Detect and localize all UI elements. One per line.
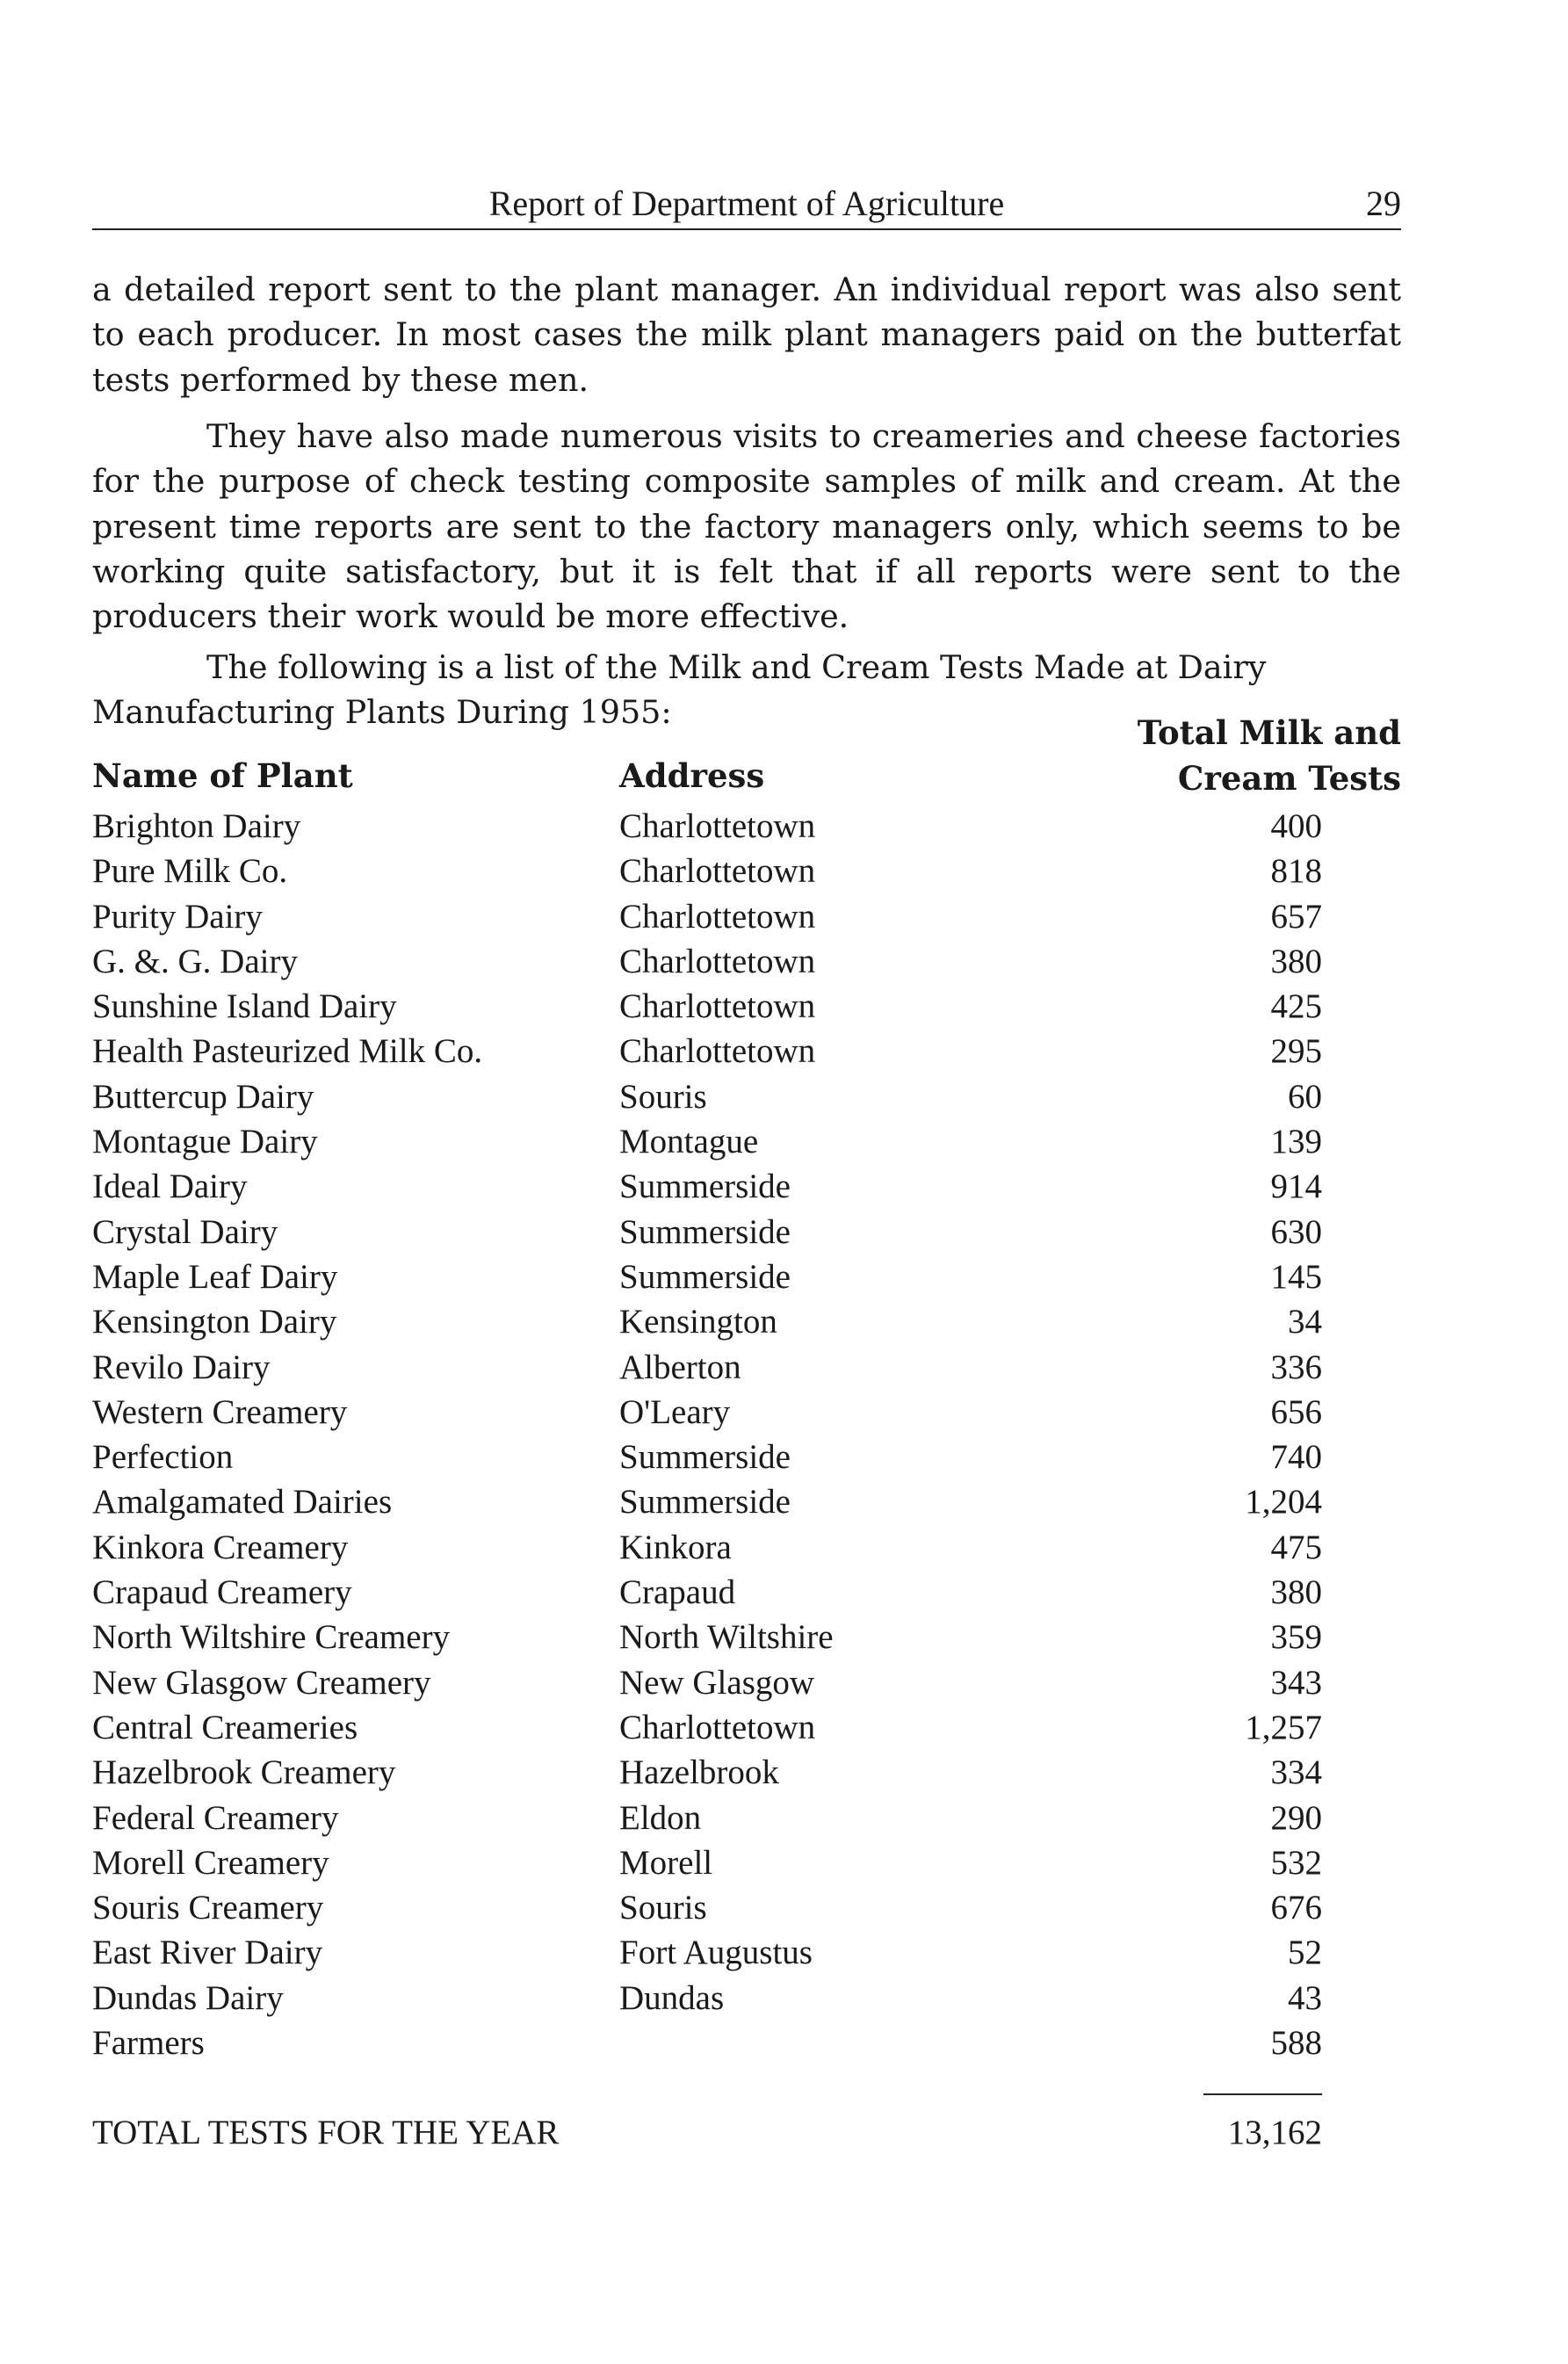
test-count: 1,257 bbox=[1245, 1708, 1322, 1746]
plant-address: Charlottetown bbox=[619, 807, 816, 845]
plant-name: Buttercup Dairy bbox=[92, 1077, 314, 1116]
test-count: 532 bbox=[1270, 1843, 1322, 1882]
test-count: 425 bbox=[1270, 987, 1322, 1026]
test-count: 139 bbox=[1270, 1123, 1322, 1161]
test-count: 359 bbox=[1270, 1618, 1322, 1657]
plant-name: Brighton Dairy bbox=[92, 807, 301, 845]
plant-address: Hazelbrook bbox=[619, 1753, 779, 1792]
test-count: 343 bbox=[1270, 1663, 1322, 1702]
plant-address: Kensington bbox=[619, 1303, 777, 1341]
plant-name: Ideal Dairy bbox=[92, 1168, 248, 1206]
plant-address: Charlottetown bbox=[619, 1032, 816, 1071]
plant-name: G. &. G. Dairy bbox=[92, 942, 298, 980]
plant-name: East River Dairy bbox=[92, 1934, 323, 1972]
total-label: TOTAL TESTS FOR THE YEAR bbox=[92, 2114, 560, 2151]
table-body bbox=[92, 804, 1401, 2065]
plant-name: Kensington Dairy bbox=[92, 1303, 337, 1341]
plant-address: Charlottetown bbox=[619, 1708, 816, 1746]
plant-address: Charlottetown bbox=[619, 897, 816, 936]
plant-name: Morell Creamery bbox=[92, 1843, 329, 1882]
test-count: 475 bbox=[1270, 1528, 1322, 1566]
test-count: 656 bbox=[1270, 1392, 1322, 1431]
test-count: 145 bbox=[1270, 1257, 1322, 1296]
plant-address: Souris bbox=[619, 1889, 707, 1927]
plant-address: Summerside bbox=[619, 1168, 791, 1206]
column-header-name: Name of Plant bbox=[92, 756, 353, 795]
plant-address: O'Leary bbox=[619, 1392, 731, 1431]
plant-name: North Wiltshire Creamery bbox=[92, 1618, 451, 1657]
plant-address: Charlottetown bbox=[619, 852, 816, 891]
table-row bbox=[92, 1345, 1401, 1390]
plant-address: Souris bbox=[619, 1077, 707, 1116]
column-header-tests-line1: Total Milk and bbox=[1137, 713, 1401, 752]
test-count: 336 bbox=[1270, 1348, 1322, 1386]
table-row bbox=[92, 894, 1401, 939]
plant-name: Crystal Dairy bbox=[92, 1212, 278, 1251]
plant-address: Charlottetown bbox=[619, 987, 816, 1026]
plant-name: Purity Dairy bbox=[92, 897, 263, 936]
plant-name: Farmers bbox=[92, 2024, 205, 2063]
table-row bbox=[92, 1164, 1401, 1209]
table-row bbox=[92, 1029, 1401, 1074]
plant-name: Perfection bbox=[92, 1438, 234, 1477]
table-row bbox=[92, 1840, 1401, 1885]
total-value: 13,162 bbox=[1227, 2114, 1322, 2151]
table-row bbox=[92, 1525, 1401, 1570]
plant-address: Kinkora bbox=[619, 1528, 732, 1566]
plant-address: Fort Augustus bbox=[619, 1934, 813, 1972]
column-header-tests bbox=[1138, 710, 1401, 801]
running-title: Report of Department of Agriculture bbox=[488, 184, 1005, 223]
test-count: 914 bbox=[1270, 1168, 1322, 1206]
test-count: 1,204 bbox=[1245, 1483, 1322, 1522]
plant-address: Eldon bbox=[619, 1798, 702, 1837]
table-row bbox=[92, 1119, 1401, 1164]
plant-address: Morell bbox=[619, 1843, 713, 1882]
test-count: 52 bbox=[1288, 1934, 1322, 1972]
total-rule bbox=[1203, 2093, 1322, 2095]
page-number: 29 bbox=[1366, 184, 1401, 223]
test-count: 380 bbox=[1270, 1573, 1322, 1612]
plant-address: Crapaud bbox=[619, 1573, 736, 1612]
test-count: 676 bbox=[1270, 1889, 1322, 1927]
total-row bbox=[92, 2110, 1401, 2156]
plant-name: Kinkora Creamery bbox=[92, 1528, 349, 1566]
table-row bbox=[92, 1435, 1401, 1479]
table-row bbox=[92, 1885, 1401, 1930]
running-header bbox=[92, 176, 1401, 230]
plant-name: Western Creamery bbox=[92, 1392, 348, 1431]
column-header-address: Address bbox=[619, 756, 765, 795]
plant-name: Health Pasteurized Milk Co. bbox=[92, 1032, 483, 1071]
test-count: 657 bbox=[1270, 897, 1322, 936]
plant-name: Federal Creamery bbox=[92, 1798, 339, 1837]
plant-name: Hazelbrook Creamery bbox=[92, 1753, 396, 1792]
test-count: 630 bbox=[1270, 1212, 1322, 1251]
table-row bbox=[92, 1615, 1401, 1659]
table-row bbox=[92, 984, 1401, 1029]
table-row bbox=[92, 1796, 1401, 1840]
table-row bbox=[92, 2021, 1401, 2065]
plant-name: Dundas Dairy bbox=[92, 1978, 284, 2017]
test-count: 43 bbox=[1288, 1978, 1322, 2017]
plant-name: Pure Milk Co. bbox=[92, 852, 288, 891]
column-header-tests-line2: Cream Tests bbox=[1177, 759, 1401, 798]
plant-name: New Glasgow Creamery bbox=[92, 1663, 431, 1702]
test-count: 588 bbox=[1270, 2024, 1322, 2063]
plant-address: Charlottetown bbox=[619, 942, 816, 980]
test-count: 295 bbox=[1270, 1032, 1322, 1071]
test-count: 740 bbox=[1270, 1438, 1322, 1477]
test-count: 334 bbox=[1270, 1753, 1322, 1792]
table-row bbox=[92, 1074, 1401, 1119]
test-count: 400 bbox=[1270, 807, 1322, 845]
paragraph-1: a detailed report sent to the plant manager. An individual report was also sent to each producer. In most cases the milk plant managers paid on the butterfat tests performed by these men. bbox=[92, 271, 1401, 399]
plant-name: Sunshine Island Dairy bbox=[92, 987, 397, 1026]
table-row bbox=[92, 1930, 1401, 1975]
plant-address: Alberton bbox=[619, 1348, 741, 1386]
plant-address: New Glasgow bbox=[619, 1663, 815, 1702]
table-row bbox=[92, 1750, 1401, 1795]
paragraph-2: They have also made numerous visits to creameries and cheese factories for the purpose of check testing composite samples of milk and cream. At the present time reports are sent to the factory managers only, which seems to be working quite satisfactory, but it is felt that if all reports were sent to the producers their work would be more effective. bbox=[92, 417, 1401, 636]
plant-name: Maple Leaf Dairy bbox=[92, 1257, 338, 1296]
table-row bbox=[92, 1479, 1401, 1524]
plant-address: Summerside bbox=[619, 1257, 791, 1296]
table-row bbox=[92, 939, 1401, 984]
paragraph-3: The following is a list of the Milk and Cream Tests Made at Dairy Manufacturing Plants During 1955: bbox=[92, 648, 1267, 732]
plant-name: Crapaud Creamery bbox=[92, 1573, 352, 1612]
test-count: 290 bbox=[1270, 1798, 1322, 1837]
plant-name: Souris Creamery bbox=[92, 1889, 324, 1927]
test-count: 818 bbox=[1270, 852, 1322, 891]
plant-address: Dundas bbox=[619, 1978, 725, 2017]
table-row bbox=[92, 1660, 1401, 1705]
test-count: 60 bbox=[1288, 1077, 1322, 1116]
plant-address: Montague bbox=[619, 1123, 759, 1161]
plant-address: North Wiltshire bbox=[619, 1618, 834, 1657]
table-row bbox=[92, 849, 1401, 893]
table-row bbox=[92, 1976, 1401, 2021]
table-header bbox=[92, 710, 1401, 806]
test-count: 380 bbox=[1270, 942, 1322, 980]
table-row bbox=[92, 1390, 1401, 1435]
table-row bbox=[92, 1254, 1401, 1299]
table-row bbox=[92, 804, 1401, 849]
table-row bbox=[92, 1299, 1401, 1344]
plant-name: Montague Dairy bbox=[92, 1123, 318, 1161]
plant-address: Summerside bbox=[619, 1483, 791, 1522]
plant-name: Amalgamated Dairies bbox=[92, 1483, 393, 1522]
table-row bbox=[92, 1210, 1401, 1254]
test-count: 34 bbox=[1288, 1303, 1322, 1341]
table-row bbox=[92, 1570, 1401, 1615]
plant-address: Summerside bbox=[619, 1438, 791, 1477]
plant-name: Revilo Dairy bbox=[92, 1348, 271, 1386]
table-row bbox=[92, 1705, 1401, 1750]
plant-address: Summerside bbox=[619, 1212, 791, 1251]
plant-name: Central Creameries bbox=[92, 1708, 358, 1746]
